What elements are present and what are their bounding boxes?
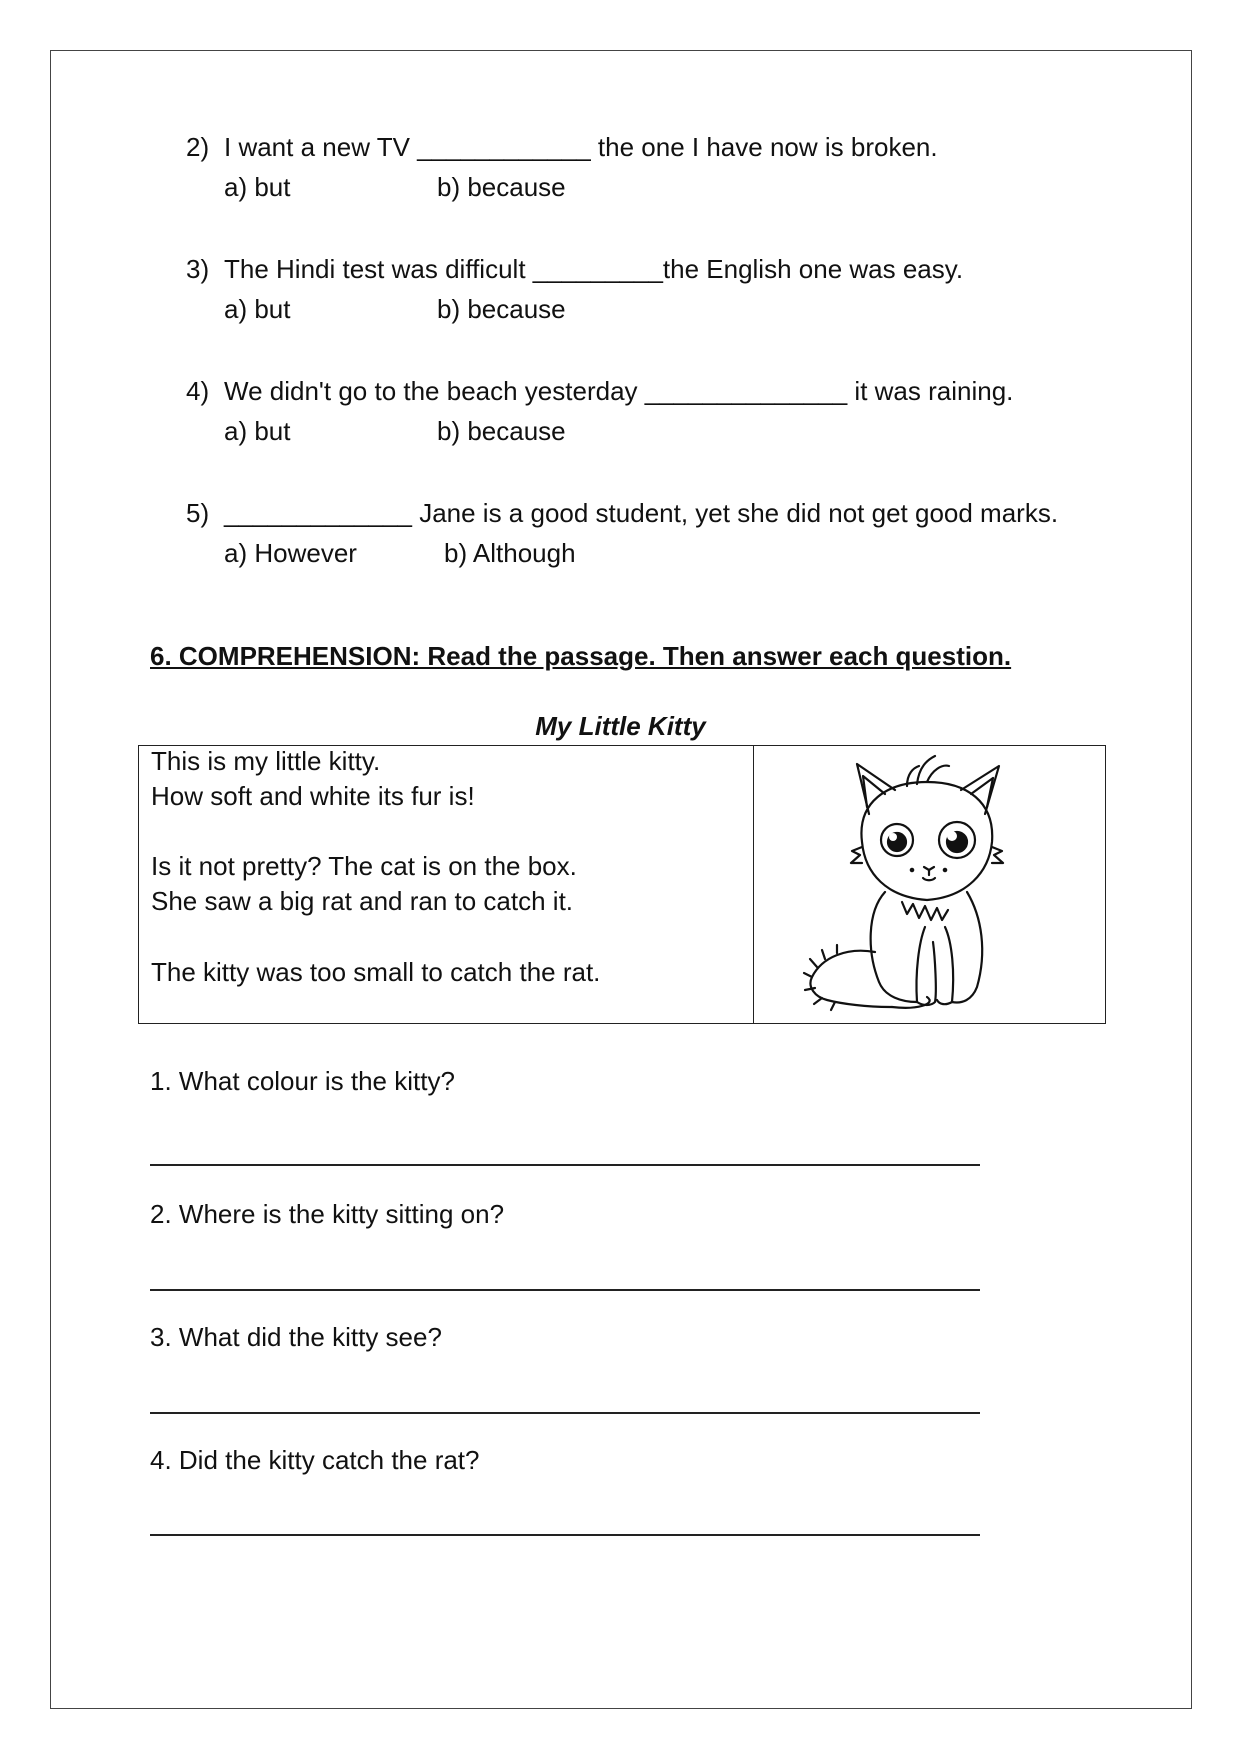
passage-line: Is it not pretty? The cat is on the box. bbox=[151, 851, 577, 881]
section-heading: 6. COMPREHENSION: Read the passage. Then answer each question. bbox=[150, 641, 1012, 671]
mcq-question-2 bbox=[224, 132, 938, 162]
option-b[interactable]: b) Although bbox=[444, 538, 576, 568]
question-number: 2) bbox=[186, 132, 210, 162]
answer-blank[interactable]: _________ bbox=[532, 254, 663, 284]
comprehension-question-4: 4. Did the kitty catch the rat? bbox=[150, 1445, 480, 1475]
answer-line-1[interactable] bbox=[150, 1164, 980, 1166]
mcq-question-4 bbox=[224, 376, 1013, 406]
table-divider bbox=[753, 746, 754, 1023]
question-number: 5) bbox=[186, 498, 210, 528]
question-text-before: We didn't go to the beach yesterday bbox=[224, 376, 645, 406]
question-text-before: The Hindi test was difficult bbox=[224, 254, 533, 284]
passage-line: How soft and white its fur is! bbox=[151, 781, 475, 811]
comprehension-question-3: 3. What did the kitty see? bbox=[150, 1322, 442, 1352]
answer-blank[interactable]: ____________ bbox=[417, 132, 591, 162]
option-a[interactable]: a) but bbox=[224, 416, 291, 446]
option-a[interactable]: a) However bbox=[224, 538, 357, 568]
passage-table bbox=[138, 745, 1106, 1024]
option-b[interactable]: b) because bbox=[437, 416, 566, 446]
option-a[interactable]: a) but bbox=[224, 294, 291, 324]
passage-title: My Little Kitty bbox=[535, 711, 706, 741]
question-text-before: I want a new TV bbox=[224, 132, 418, 162]
mcq-question-5 bbox=[224, 498, 1058, 528]
option-a[interactable]: a) but bbox=[224, 172, 291, 202]
answer-line-3[interactable] bbox=[150, 1412, 980, 1414]
question-text-after: the English one was easy. bbox=[662, 254, 964, 284]
passage-line: This is my little kitty. bbox=[151, 746, 381, 776]
passage-line: The kitty was too small to catch the rat. bbox=[151, 957, 601, 987]
answer-line-4[interactable] bbox=[150, 1534, 980, 1536]
question-number: 3) bbox=[186, 254, 210, 284]
answer-blank[interactable]: _____________ bbox=[224, 498, 412, 528]
kitten-illustration bbox=[767, 752, 1097, 1017]
question-text-after: the one I have now is broken. bbox=[590, 132, 938, 162]
question-number: 4) bbox=[186, 376, 210, 406]
answer-line-2[interactable] bbox=[150, 1289, 980, 1291]
passage-line: She saw a big rat and ran to catch it. bbox=[151, 886, 574, 916]
question-text-after: Jane is a good student, yet she did not get good marks. bbox=[411, 498, 1059, 528]
option-b[interactable]: b) because bbox=[437, 172, 566, 202]
comprehension-question-1: 1. What colour is the kitty? bbox=[150, 1066, 455, 1096]
mcq-question-3 bbox=[224, 254, 963, 284]
answer-blank[interactable]: ______________ bbox=[644, 376, 848, 406]
option-b[interactable]: b) because bbox=[437, 294, 566, 324]
comprehension-question-2: 2. Where is the kitty sitting on? bbox=[150, 1199, 505, 1229]
question-text-after: it was raining. bbox=[847, 376, 1014, 406]
